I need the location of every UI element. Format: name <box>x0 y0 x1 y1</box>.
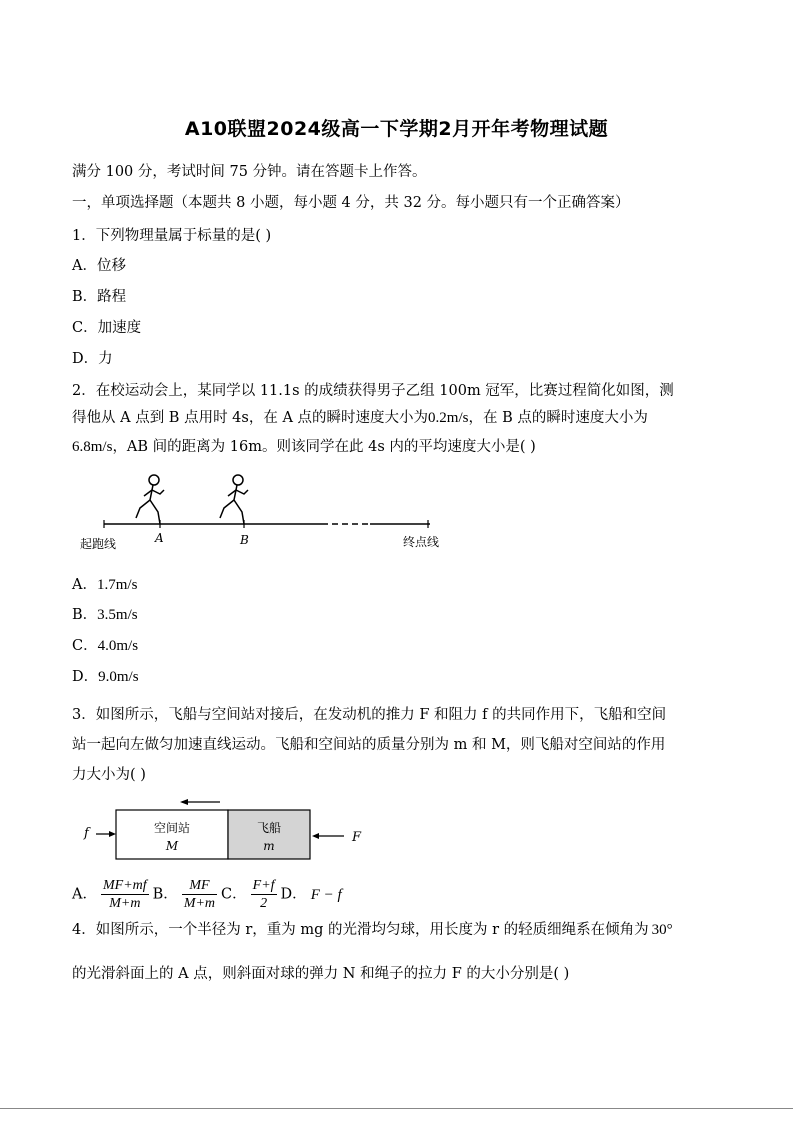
q3-stem-line1: 3．如图所示，飞船与空间站对接后，在发动机的推力 F 和阻力 f 的共同作用下，飞船和空间 <box>72 707 667 723</box>
q3-option-a-letter: A． <box>72 886 97 903</box>
q2-stem-line3 <box>72 437 536 457</box>
q2-option-a: A．1.7m/s <box>72 577 138 593</box>
q4-stem-line2: 的光滑斜面上的 A 点，则斜面对球的弹力 N 和绳子的拉力 F 的大小分别是( ) <box>72 966 570 982</box>
spaceship-mass: m <box>263 839 275 853</box>
motion-arrow-head <box>180 799 188 805</box>
q2-text: ，AB 间的距离为 16m。则该同学在此 4s 内的平均速度大小是( ) <box>112 439 536 455</box>
thrust-label: F <box>352 830 362 845</box>
q1-option-b: B．路程 <box>72 289 127 305</box>
exam-intro: 满分 100 分，考试时间 75 分钟。请在答题卡上作答。 <box>72 164 427 180</box>
q2-text: ，在 B 点的瞬时速度大小为 <box>468 410 648 426</box>
q3-option-b-letter: B． <box>152 886 178 903</box>
q1-option-a: A．位移 <box>72 258 126 274</box>
q3-option-c-letter: C． <box>221 886 247 903</box>
q2-speed-b: 6.8m/s <box>72 439 113 455</box>
q4-stem-line1: 4．如图所示，一个半径为 r，重为 mg 的光滑均匀球，用长度为 r 的轻质细绳系在倾角为 30° <box>72 922 673 938</box>
drag-force-label: f <box>84 826 89 841</box>
q2-option-c: C．4.0m/s <box>72 638 139 654</box>
space-station-label: 空间站 <box>153 821 191 835</box>
q3-stem-line2: 站一起向左做匀加速直线运动。飞船和空间站的质量分别为 m 和 M，则飞船对空间站的作用 <box>72 737 666 753</box>
q2-text: 得他从 A 点到 B 点用时 4s，在 A 点的瞬时速度大小为 <box>72 410 429 426</box>
q2-track-figure <box>78 468 458 554</box>
point-a-label: A <box>155 531 164 545</box>
q3-option-d-expr: F − f <box>310 886 342 903</box>
section-heading: 一，单项选择题（本题共 8 小题，每小题 4 分，共 32 分。每小题只有一个正确答案） <box>72 195 630 211</box>
q3-docking-figure <box>78 792 378 864</box>
q2-speed-a: 0.2m/s <box>428 410 469 426</box>
q2-option-b: B．3.5m/s <box>72 607 138 623</box>
space-station-mass: M <box>165 839 179 853</box>
q2-stem-line1: 2．在校运动会上，某同学以 11.1s 的成绩获得男子乙组 100m 冠军，比赛过程简化如图，测 <box>72 383 674 399</box>
q3-options <box>72 877 342 912</box>
q3-stem-line3: 力大小为( ) <box>72 767 146 783</box>
finish-line-label: 终点线 <box>403 535 440 549</box>
q3-option-b-fraction: $\frac{MF}{M+m}$ <box>183 878 216 911</box>
runner-icon <box>220 475 248 524</box>
q1-option-d: D．力 <box>72 351 113 367</box>
q4-angle: 30° <box>651 922 673 938</box>
q1-option-c: C．加速度 <box>72 320 142 336</box>
q1-stem: 1．下列物理量属于标量的是( ) <box>72 228 272 244</box>
drag-force-arrow-head <box>109 831 116 837</box>
q3-option-d-letter: D． <box>280 886 307 903</box>
q2-stem-line2 <box>72 408 648 428</box>
start-line-label: 起跑线 <box>80 537 117 551</box>
thrust-arrow-head <box>312 833 319 839</box>
runner-icon <box>136 475 164 524</box>
page-bottom-divider <box>0 1108 793 1109</box>
q2-option-d: D．9.0m/s <box>72 669 139 685</box>
point-b-label: B <box>240 533 249 547</box>
spaceship-label: 飞船 <box>256 821 282 835</box>
q3-option-a-fraction: $\frac{MF+mf}{M+m}$ <box>102 878 147 911</box>
exam-title: A10联盟2024级高一下学期2月开年考物理试题 <box>184 118 609 140</box>
q3-option-c-fraction: $\frac{F+f}{2}$ <box>252 878 275 911</box>
